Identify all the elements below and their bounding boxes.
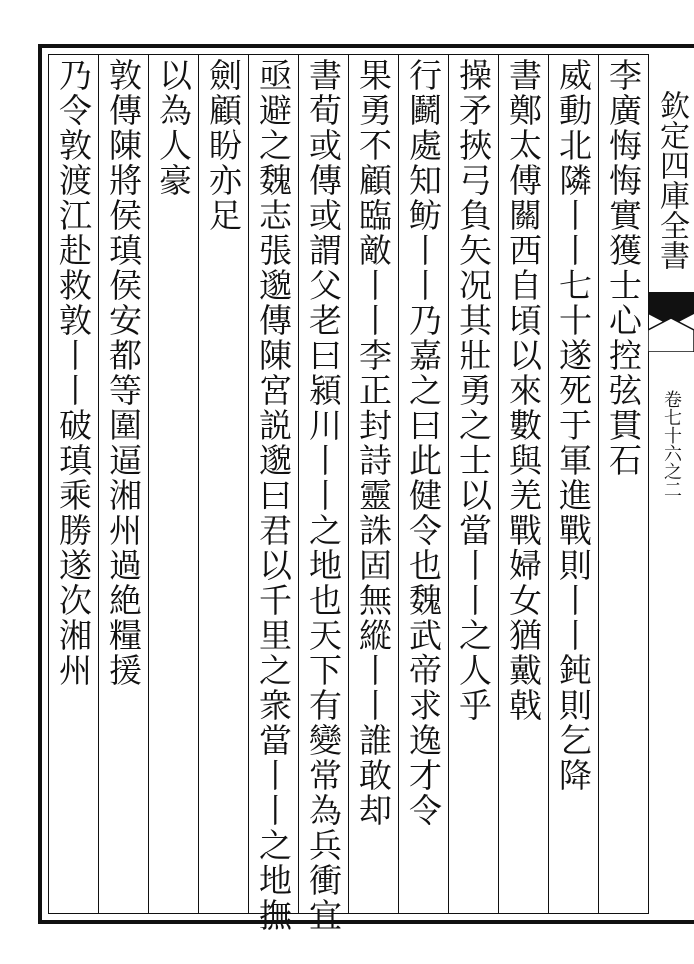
text-column-4: 操矛挾弓負矢况其壯勇之士以當丨丨之人乎 [454, 58, 493, 723]
text-column-6: 果勇不顧臨敵丨丨李正封詩靈誅固無縱丨丨誰敢却 [354, 58, 393, 828]
text-column-3: 書鄭太傅關西自頃以來數與羌戰婦女猶戴戟 [504, 58, 543, 723]
text-column-1: 李廣悔悔實獲士心控弦貫石 [604, 58, 643, 478]
text-column-7: 書荀或傳或謂父老曰潁川丨丨之地也天下有變常為兵衝宜 [304, 58, 343, 933]
text-column-8: 亟避之魏志張邈傳陳宮説邈曰君以千里之衆當丨丨之地撫 [254, 58, 293, 933]
text-column-9: 劍顧盼亦足 [204, 58, 243, 233]
fishtail-ornament [648, 292, 694, 352]
text-column-11: 敦傳陳將侯瑱侯安都等圍逼湘州過絶糧援 [104, 58, 143, 688]
text-column-2: 威動北隣丨丨七十遂死于軍進戰則丨丨鈍則乞降 [554, 58, 593, 793]
text-column-10: 以為人豪 [154, 58, 193, 198]
text-column-12: 乃令敦渡江赴救敦丨丨破瑱乘勝遂次湘州 [54, 58, 93, 688]
juan-label: 卷七十六之二 [661, 390, 682, 498]
text-column-5: 行鬬處知鲂丨丨乃嘉之曰此健令也魏武帝求逸才令 [404, 58, 443, 828]
book-title: 欽定四庫全書 [654, 90, 689, 270]
